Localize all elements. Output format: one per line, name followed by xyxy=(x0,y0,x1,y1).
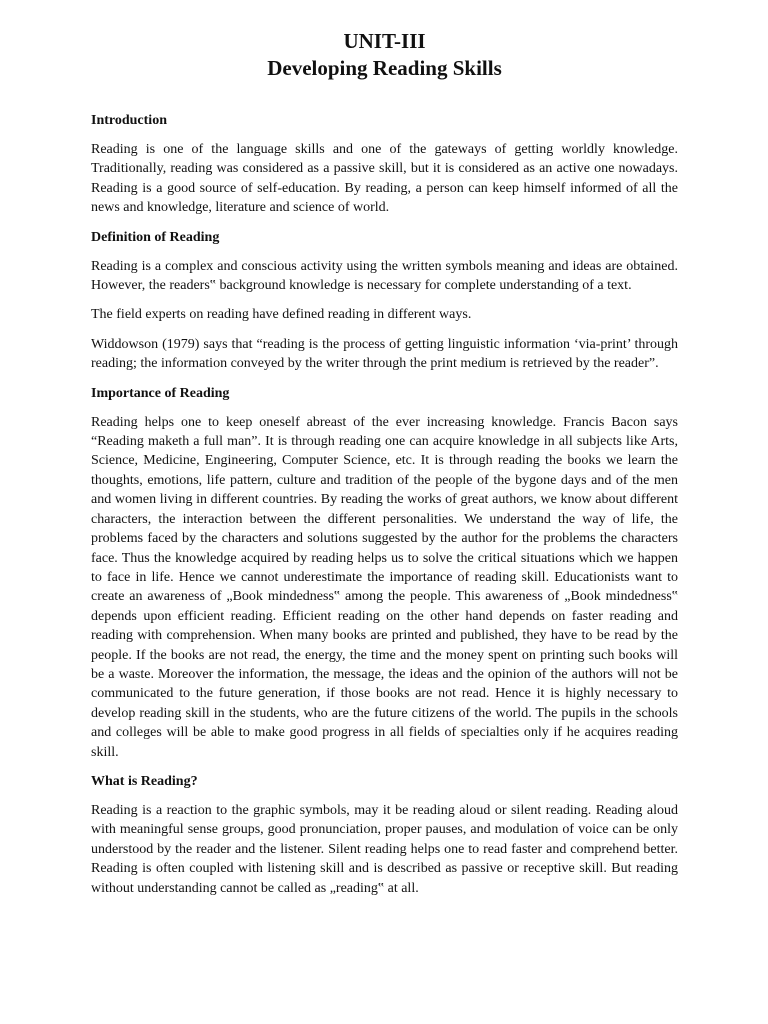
paragraph: Reading is a reaction to the graphic symbols, may it be reading aloud or silent reading. Reading aloud with meaningful sense groups, good pronunciation, proper pauses, and modulation of voice can be only understood by the reader and the listener. Silent reading helps one to read faster and comprehend better. Reading is often coupled with listening skill and is described as passive or receptive skill. But reading without understanding cannot be called as „reading‟ at all. xyxy=(91,802,678,896)
document-page xyxy=(91,28,678,898)
paragraph: The field experts on reading have defined reading in different ways. xyxy=(91,307,472,323)
section-heading: Importance of Reading xyxy=(91,385,230,401)
section-importance xyxy=(91,384,678,762)
section-heading: What is Reading? xyxy=(91,773,198,789)
section-heading: Introduction xyxy=(91,113,167,128)
paragraph: Reading helps one to keep oneself abreast of the ever increasing knowledge. Francis Bacon says “Reading maketh a full man”. It is through reading one can acquire knowledge in all subjects like Arts, Science, Medicine, Engineering, Computer Science, etc. It is through reading the books we learn the thoughts, emotions, life pattern, culture and tradition of the people of the bygone days and of the men and women living in different countries. By reading the works of great authors, we know about different characters, the interaction between the different personalities. We understand the way of life, the problems faced by the characters and solutions suggested by the author for the problems the characters face. Thus the knowledge acquired by reading helps us to solve the critical situations which we happen to face in life. Hence we cannot underestimate the importance of reading skill. Educationists want to create an awareness of „Book mindedness‟ among the people. This awareness of „Book mindedness‟ depends upon efficient reading. Efficient reading on the other hand depends on faster reading and reading with comprehension. When many books are printed and published, they have to be read by the people. If the books are not read, the energy, the time and the money spent on printing such books will be a waste. Moreover the information, the message, the ideas and the opinion of the authors will not be communicated to the future generation, if those books are not read. Hence it is highly necessary to develop reading skill in the students, who are the future citizens of the world. The pupils in the schools and colleges will be able to make good progress in all fields of specialties only if he acquires reading skill. xyxy=(91,414,678,760)
section-heading: Definition of Reading xyxy=(91,229,220,245)
paragraph: Widdowson (1979) says that “reading is the process of getting linguistic information ‘via-print’ through reading; the information conveyed by the writer through the print medium is retrieved by the reader”. xyxy=(91,336,678,372)
section-what-is-reading xyxy=(91,772,678,898)
page-title: Developing Reading Skills xyxy=(267,56,502,80)
section-definition xyxy=(91,228,678,374)
paragraph: Reading is a complex and conscious activity using the written symbols meaning and ideas are obtained. However, the readers‟ background knowledge is necessary for complete understanding of a text. xyxy=(91,258,678,294)
section-introduction xyxy=(91,111,678,218)
unit-title: UNIT-III xyxy=(343,29,426,53)
paragraph: Reading is one of the language skills and one of the gateways of getting worldly knowledge. Traditionally, reading was considered as a passive skill, but it is considered as an active one nowadays. Reading is a good source of self-education. By reading, a person can keep himself informed of all the news and knowledge, literature and science of world. xyxy=(91,142,678,216)
